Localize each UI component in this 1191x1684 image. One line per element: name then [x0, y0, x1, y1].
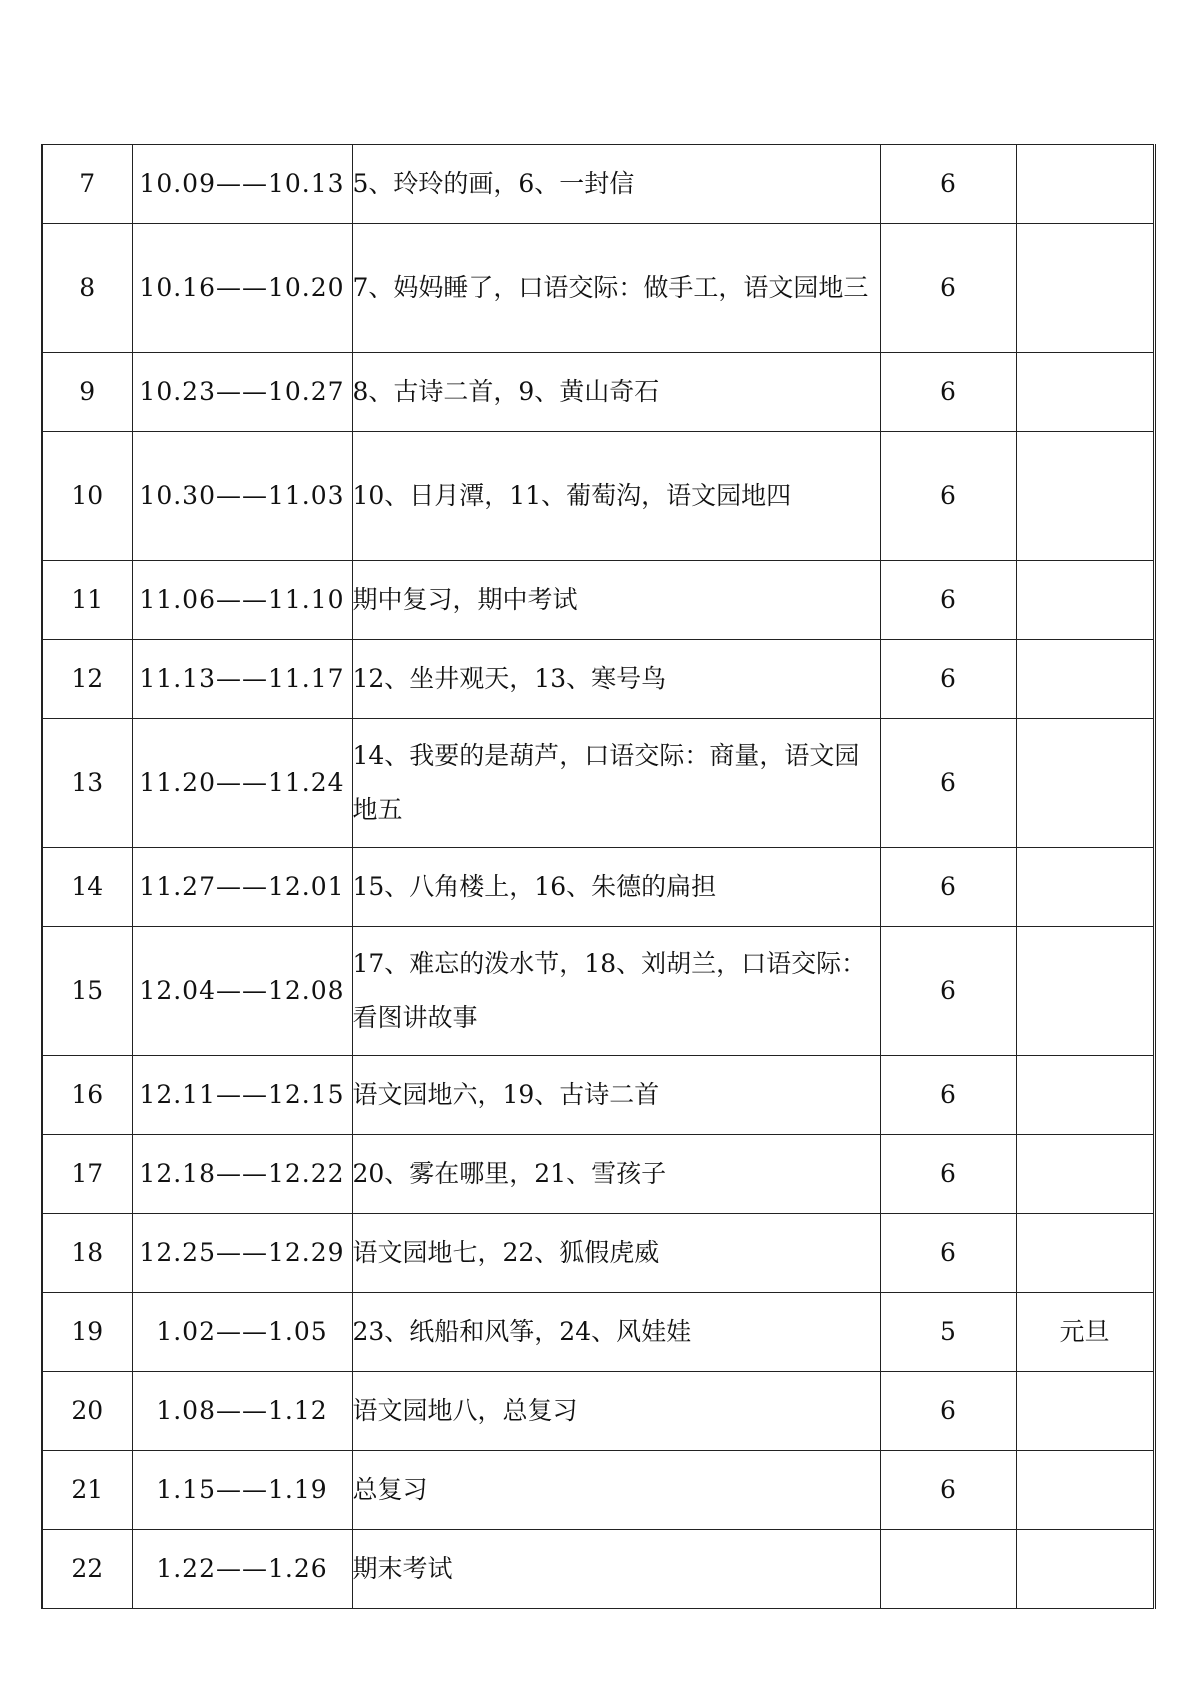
date-range-cell: 10.09——10.13: [132, 145, 352, 224]
week-cell: 10: [42, 432, 132, 561]
lesson-content-cell: 语文园地七，22、狐假虎威: [352, 1214, 880, 1293]
week-cell: 17: [42, 1135, 132, 1214]
date-range-cell: 1.22——1.26: [132, 1530, 352, 1609]
class-hours-cell: 6: [880, 848, 1016, 927]
lesson-content-cell: 14、我要的是葫芦，口语交际：商量，语文园地五: [352, 719, 880, 848]
class-hours-cell: 6: [880, 1451, 1016, 1530]
table-row: [42, 927, 1154, 1056]
class-hours-cell: 6: [880, 640, 1016, 719]
lesson-content-cell: 15、八角楼上，16、朱德的扁担: [352, 848, 880, 927]
week-cell: 16: [42, 1056, 132, 1135]
note-cell: [1016, 1214, 1154, 1293]
note-cell: [1016, 1372, 1154, 1451]
note-cell: [1016, 848, 1154, 927]
table-row: [42, 353, 1154, 432]
lesson-content-cell: 23、纸船和风筝，24、风娃娃: [352, 1293, 880, 1372]
note-cell: [1016, 1135, 1154, 1214]
date-range-cell: 10.23——10.27: [132, 353, 352, 432]
table-row: [42, 145, 1154, 224]
note-cell: [1016, 145, 1154, 224]
date-range-cell: 11.27——12.01: [132, 848, 352, 927]
table-row: [42, 1293, 1154, 1372]
lesson-content-cell: 语文园地六，19、古诗二首: [352, 1056, 880, 1135]
date-range-cell: 12.11——12.15: [132, 1056, 352, 1135]
week-cell: 8: [42, 224, 132, 353]
week-cell: 11: [42, 561, 132, 640]
lesson-content-cell: 期末考试: [352, 1530, 880, 1609]
note-cell: [1016, 432, 1154, 561]
week-cell: 7: [42, 145, 132, 224]
table-row: [42, 1214, 1154, 1293]
note-cell: [1016, 719, 1154, 848]
date-range-cell: 12.25——12.29: [132, 1214, 352, 1293]
note-cell: [1016, 640, 1154, 719]
week-cell: 22: [42, 1530, 132, 1609]
lesson-content-cell: 7、妈妈睡了，口语交际：做手工，语文园地三: [352, 224, 880, 353]
lesson-content-cell: 17、难忘的泼水节，18、刘胡兰，口语交际：看图讲故事: [352, 927, 880, 1056]
note-cell: [1016, 353, 1154, 432]
note-cell: [1016, 561, 1154, 640]
table-row: [42, 1530, 1154, 1609]
lesson-content-cell: 总复习: [352, 1451, 880, 1530]
teaching-schedule-table: [41, 144, 1156, 1609]
week-cell: 18: [42, 1214, 132, 1293]
lesson-content-cell: 10、日月潭，11、葡萄沟，语文园地四: [352, 432, 880, 561]
class-hours-cell: 6: [880, 1214, 1016, 1293]
week-cell: 20: [42, 1372, 132, 1451]
table-row: [42, 1451, 1154, 1530]
lesson-content-cell: 8、古诗二首，9、黄山奇石: [352, 353, 880, 432]
table-row: [42, 1372, 1154, 1451]
class-hours-cell: [880, 1530, 1016, 1609]
note-cell: [1016, 1056, 1154, 1135]
note-cell: [1016, 1451, 1154, 1530]
lesson-content-cell: 5、玲玲的画，6、一封信: [352, 145, 880, 224]
week-cell: 15: [42, 927, 132, 1056]
table-row: [42, 1135, 1154, 1214]
class-hours-cell: 6: [880, 719, 1016, 848]
date-range-cell: 10.16——10.20: [132, 224, 352, 353]
class-hours-cell: 6: [880, 224, 1016, 353]
week-cell: 19: [42, 1293, 132, 1372]
date-range-cell: 10.30——11.03: [132, 432, 352, 561]
class-hours-cell: 6: [880, 1372, 1016, 1451]
week-cell: 13: [42, 719, 132, 848]
note-cell: [1016, 224, 1154, 353]
table-row: [42, 848, 1154, 927]
lesson-content-cell: 期中复习，期中考试: [352, 561, 880, 640]
week-cell: 12: [42, 640, 132, 719]
week-cell: 21: [42, 1451, 132, 1530]
date-range-cell: 11.06——11.10: [132, 561, 352, 640]
date-range-cell: 1.08——1.12: [132, 1372, 352, 1451]
lesson-content-cell: 语文园地八，总复习: [352, 1372, 880, 1451]
class-hours-cell: 6: [880, 145, 1016, 224]
date-range-cell: 12.18——12.22: [132, 1135, 352, 1214]
date-range-cell: 11.20——11.24: [132, 719, 352, 848]
date-range-cell: 1.02——1.05: [132, 1293, 352, 1372]
class-hours-cell: 5: [880, 1293, 1016, 1372]
class-hours-cell: 6: [880, 1135, 1016, 1214]
table-row: [42, 1056, 1154, 1135]
class-hours-cell: 6: [880, 927, 1016, 1056]
table-row: [42, 224, 1154, 353]
class-hours-cell: 6: [880, 353, 1016, 432]
lesson-content-cell: 12、坐井观天，13、寒号鸟: [352, 640, 880, 719]
week-cell: 14: [42, 848, 132, 927]
class-hours-cell: 6: [880, 1056, 1016, 1135]
note-cell: [1016, 927, 1154, 1056]
date-range-cell: 11.13——11.17: [132, 640, 352, 719]
note-cell: [1016, 1530, 1154, 1609]
lesson-content-cell: 20、雾在哪里，21、雪孩子: [352, 1135, 880, 1214]
table-row: [42, 640, 1154, 719]
schedule-body: [42, 145, 1154, 1609]
table-row: [42, 432, 1154, 561]
date-range-cell: 12.04——12.08: [132, 927, 352, 1056]
week-cell: 9: [42, 353, 132, 432]
table-row: [42, 561, 1154, 640]
note-cell: 元旦: [1016, 1293, 1154, 1372]
table-row: [42, 719, 1154, 848]
date-range-cell: 1.15——1.19: [132, 1451, 352, 1530]
class-hours-cell: 6: [880, 561, 1016, 640]
class-hours-cell: 6: [880, 432, 1016, 561]
